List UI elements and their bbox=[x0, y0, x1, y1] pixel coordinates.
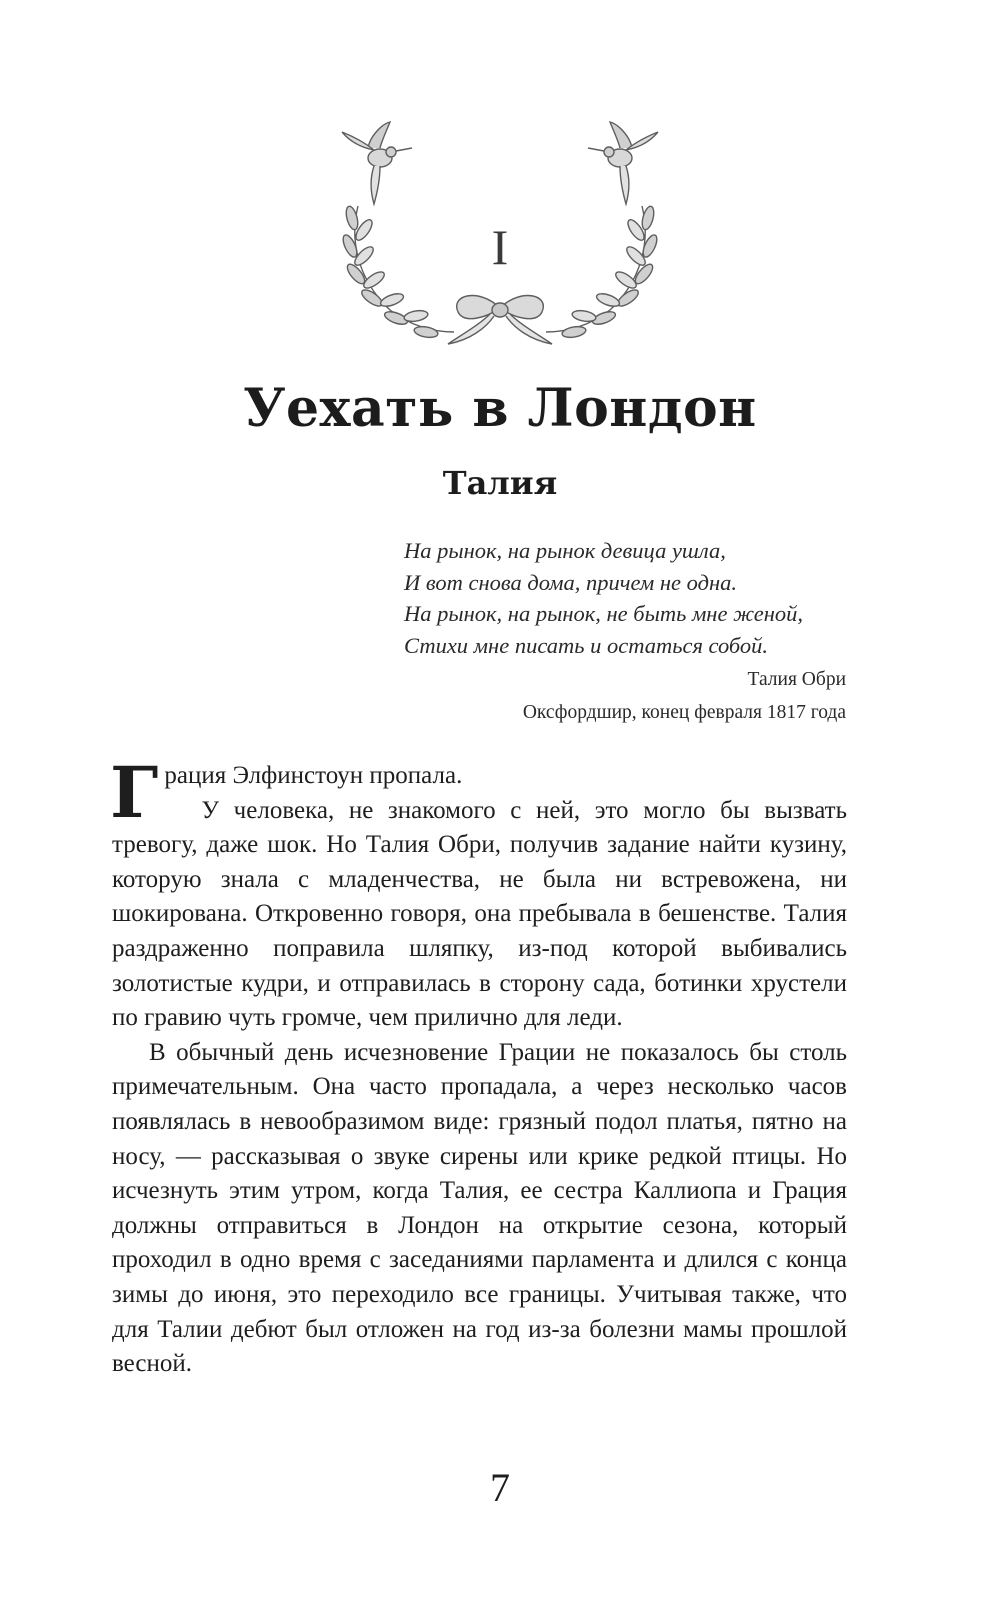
opening-paragraph bbox=[110, 751, 847, 834]
ribbon-bow-icon bbox=[448, 296, 552, 344]
drop-cap: Г bbox=[110, 751, 159, 834]
paragraph: В обычный день исчезновение Грации не показалось бы столь примечательным. Она часто пропадала, а через несколько часов появлялась в невообразимом виде: грязный подол платья, пятно на носу, — рассказывая о звуке сирены или крике редкой птицы. Но исчезнуть этим утром, когда Талия, ее сестра Каллиопа и Грация должны отправиться в Лондон на открытие сезона, который проходил в одно время с заседаниями парламента и длился с конца зимы до июня, это переходило все границы. Учитывая также, что для Талии дебют был отложен на год из-за болезни мамы прошлой весной. bbox=[112, 1038, 847, 1378]
epigraph-line: Стихи мне писать и остаться собой. bbox=[404, 632, 769, 658]
epigraph-attribution bbox=[523, 663, 846, 729]
chapter-numeral: I bbox=[491, 219, 509, 275]
epigraph-place-date: Оксфордшир, конец февраля 1817 года bbox=[522, 702, 846, 723]
hummingbird-icon bbox=[342, 122, 412, 204]
epigraph-author: Талия Обри bbox=[747, 669, 846, 690]
chapter-title: Уехать в Лондон bbox=[243, 378, 757, 439]
body-text bbox=[110, 751, 847, 1382]
paragraph: У человека, не знакомого с ней, это могло бы вызвать тревогу, даже шок. Но Талия Обри, получив задание найти кузину, которую знала с младенчества, не была ни встревожена, ни шокирована. Откровенно говоря, она пребывала в бешенстве. Талия раздраженно поправила шляпку, из-под которой выбивались золотистые кудри, и отправилась в сторону сада, ботинки хрустели по гравию чуть громче, чем прилично для леди. bbox=[112, 796, 847, 1032]
chapter-subtitle: Талия bbox=[442, 464, 558, 502]
epigraph-line: На рынок, на рынок девица ушла, bbox=[404, 538, 726, 563]
epigraph-line: И вот снова дома, причем не одна. bbox=[404, 569, 738, 595]
page-number: 7 bbox=[490, 1465, 510, 1510]
epigraph-line: На рынок, на рынок, не быть мне женой, bbox=[404, 601, 803, 626]
epigraph bbox=[404, 535, 846, 661]
hummingbird-icon bbox=[588, 122, 658, 204]
opening-line: рация Элфинстоун пропала. bbox=[164, 762, 463, 789]
